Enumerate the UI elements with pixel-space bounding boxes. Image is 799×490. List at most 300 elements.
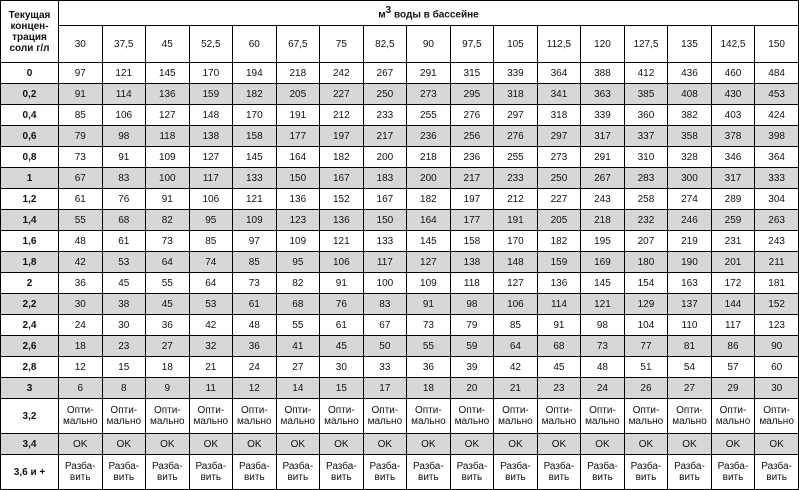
dilute-line2: вить bbox=[69, 472, 91, 483]
salt-amount-cell: 339 bbox=[494, 63, 538, 84]
salt-amount-cell: 341 bbox=[537, 84, 581, 105]
salt-amount-cell: 61 bbox=[233, 294, 277, 315]
optimal-cell bbox=[624, 399, 668, 434]
ok-cell: OK bbox=[320, 434, 364, 455]
volume-header-cell: 150 bbox=[755, 26, 799, 63]
salt-amount-cell: 55 bbox=[146, 273, 190, 294]
optimal-cell bbox=[450, 399, 494, 434]
salt-amount-cell: 109 bbox=[233, 210, 277, 231]
dilute-line1: Разба- bbox=[543, 461, 575, 472]
salt-amount-cell: 255 bbox=[494, 147, 538, 168]
table-row bbox=[1, 63, 799, 84]
salt-amount-cell: 150 bbox=[276, 168, 320, 189]
salt-amount-cell: 18 bbox=[59, 336, 103, 357]
salt-amount-cell: 36 bbox=[59, 273, 103, 294]
salt-amount-cell: 183 bbox=[363, 168, 407, 189]
salt-amount-cell: 57 bbox=[711, 357, 755, 378]
optimal-line1: Опти- bbox=[284, 405, 312, 416]
salt-amount-cell: 30 bbox=[320, 357, 364, 378]
salt-amount-cell: 182 bbox=[407, 189, 451, 210]
salt-amount-cell: 164 bbox=[407, 210, 451, 231]
salt-amount-cell: 12 bbox=[59, 357, 103, 378]
salt-amount-cell: 121 bbox=[102, 63, 146, 84]
salt-amount-cell: 68 bbox=[102, 210, 146, 231]
salt-amount-cell: 21 bbox=[494, 378, 538, 399]
salt-amount-cell: 73 bbox=[146, 231, 190, 252]
table-body bbox=[1, 63, 799, 490]
optimal-line1: Опти- bbox=[110, 405, 138, 416]
salt-amount-cell: 412 bbox=[624, 63, 668, 84]
salt-amount-cell: 201 bbox=[711, 252, 755, 273]
salt-amount-cell: 114 bbox=[537, 294, 581, 315]
salt-amount-cell: 263 bbox=[755, 210, 799, 231]
volume-header-cell: 135 bbox=[668, 26, 712, 63]
salt-amount-cell: 227 bbox=[537, 189, 581, 210]
salt-amount-cell: 64 bbox=[189, 273, 233, 294]
concentration-cell: 1,6 bbox=[1, 231, 59, 252]
salt-amount-cell: 398 bbox=[755, 126, 799, 147]
salt-amount-cell: 18 bbox=[146, 357, 190, 378]
salt-amount-cell: 85 bbox=[189, 231, 233, 252]
table-row bbox=[1, 252, 799, 273]
table-row bbox=[1, 210, 799, 231]
table-row bbox=[1, 231, 799, 252]
optimal-line1: Опти- bbox=[763, 405, 790, 416]
table-row bbox=[1, 315, 799, 336]
salt-amount-cell: 364 bbox=[537, 63, 581, 84]
optimal-cell bbox=[233, 399, 277, 434]
salt-amount-cell: 109 bbox=[146, 147, 190, 168]
optimal-cell bbox=[755, 399, 799, 434]
salt-amount-cell: 109 bbox=[407, 273, 451, 294]
salt-amount-cell: 36 bbox=[146, 315, 190, 336]
salt-amount-cell: 315 bbox=[450, 63, 494, 84]
dilute-line2: вить bbox=[418, 472, 439, 483]
salt-amount-cell: 158 bbox=[450, 231, 494, 252]
dilute-line2: вить bbox=[505, 472, 526, 483]
dilute-cell bbox=[233, 455, 277, 490]
ok-cell: OK bbox=[276, 434, 320, 455]
salt-amount-cell: 29 bbox=[711, 378, 755, 399]
table-row bbox=[1, 84, 799, 105]
salt-amount-cell: 169 bbox=[581, 252, 625, 273]
salt-amount-cell: 106 bbox=[102, 105, 146, 126]
salt-amount-cell: 364 bbox=[755, 147, 799, 168]
salt-amount-cell: 158 bbox=[233, 126, 277, 147]
salt-amount-cell: 85 bbox=[494, 315, 538, 336]
salt-amount-cell: 26 bbox=[624, 378, 668, 399]
dilute-line1: Разба- bbox=[238, 461, 270, 472]
concentration-cell: 0 bbox=[1, 63, 59, 84]
salt-amount-cell: 217 bbox=[450, 168, 494, 189]
concentration-cell: 2,6 bbox=[1, 336, 59, 357]
optimal-line1: Опти- bbox=[66, 405, 94, 416]
concentration-cell: 3,2 bbox=[1, 399, 59, 434]
salt-amount-cell: 382 bbox=[668, 105, 712, 126]
concentration-cell: 0,8 bbox=[1, 147, 59, 168]
salt-amount-cell: 24 bbox=[59, 315, 103, 336]
salt-amount-cell: 182 bbox=[233, 84, 277, 105]
salt-amount-cell: 137 bbox=[668, 294, 712, 315]
optimal-cell bbox=[59, 399, 103, 434]
optimal-line2: мально bbox=[62, 416, 98, 427]
salt-amount-cell: 95 bbox=[276, 252, 320, 273]
salt-amount-cell: 15 bbox=[102, 357, 146, 378]
dilute-line1: Разба- bbox=[717, 461, 749, 472]
salt-amount-cell: 212 bbox=[320, 105, 364, 126]
salt-amount-cell: 39 bbox=[450, 357, 494, 378]
optimal-line2: мально bbox=[585, 416, 620, 427]
salt-amount-cell: 291 bbox=[407, 63, 451, 84]
salt-amount-cell: 61 bbox=[102, 231, 146, 252]
salt-amount-cell: 291 bbox=[581, 147, 625, 168]
concentration-cell: 0,2 bbox=[1, 84, 59, 105]
concentration-cell: 3 bbox=[1, 378, 59, 399]
salt-amount-cell: 333 bbox=[755, 168, 799, 189]
table-row bbox=[1, 378, 799, 399]
volume-header-cell: 30 bbox=[59, 26, 103, 63]
optimal-line2: мально bbox=[454, 416, 490, 427]
salt-amount-cell: 91 bbox=[320, 273, 364, 294]
salt-amount-cell: 453 bbox=[755, 84, 799, 105]
concentration-cell: 0,4 bbox=[1, 105, 59, 126]
salt-amount-cell: 190 bbox=[668, 252, 712, 273]
optimal-line1: Опти- bbox=[240, 405, 268, 416]
salt-amount-cell: 255 bbox=[407, 105, 451, 126]
salt-amount-cell: 82 bbox=[276, 273, 320, 294]
dilute-cell bbox=[755, 455, 799, 490]
dilute-cell bbox=[494, 455, 538, 490]
salt-amount-cell: 18 bbox=[407, 378, 451, 399]
salt-amount-cell: 73 bbox=[233, 273, 277, 294]
salt-amount-cell: 121 bbox=[581, 294, 625, 315]
salt-amount-cell: 304 bbox=[755, 189, 799, 210]
salt-amount-cell: 45 bbox=[537, 357, 581, 378]
optimal-line1: Опти- bbox=[328, 405, 355, 416]
salt-amount-cell: 200 bbox=[363, 147, 407, 168]
table-row bbox=[1, 294, 799, 315]
salt-amount-cell: 85 bbox=[233, 252, 277, 273]
optimal-cell bbox=[711, 399, 755, 434]
salt-amount-cell: 86 bbox=[711, 336, 755, 357]
salt-amount-cell: 48 bbox=[59, 231, 103, 252]
salt-amount-cell: 164 bbox=[276, 147, 320, 168]
ok-cell: OK bbox=[233, 434, 277, 455]
volume-header-cell: 52,5 bbox=[189, 26, 233, 63]
dilute-line2: вить bbox=[548, 472, 570, 483]
optimal-line1: Опти- bbox=[197, 405, 225, 416]
salt-amount-cell: 33 bbox=[363, 357, 407, 378]
table-row bbox=[1, 168, 799, 189]
salt-amount-cell: 42 bbox=[59, 252, 103, 273]
salt-amount-cell: 32 bbox=[189, 336, 233, 357]
dilute-line2: вить bbox=[461, 472, 483, 483]
dilute-line1: Разба- bbox=[282, 461, 314, 472]
volume-header-text: воды в бассейне bbox=[391, 9, 479, 21]
salt-amount-cell: 318 bbox=[537, 105, 581, 126]
salt-amount-cell: 205 bbox=[537, 210, 581, 231]
optimal-cell bbox=[363, 399, 407, 434]
salt-amount-cell: 17 bbox=[363, 378, 407, 399]
salt-amount-cell: 250 bbox=[537, 168, 581, 189]
dilute-cell bbox=[450, 455, 494, 490]
salt-amount-cell: 36 bbox=[233, 336, 277, 357]
salt-amount-cell: 91 bbox=[537, 315, 581, 336]
salt-amount-cell: 55 bbox=[276, 315, 320, 336]
salt-amount-cell: 23 bbox=[102, 336, 146, 357]
salt-amount-cell: 21 bbox=[189, 357, 233, 378]
volume-header-cell: 112,5 bbox=[537, 26, 581, 63]
optimal-cell bbox=[668, 399, 712, 434]
volume-header-cell: 90 bbox=[407, 26, 451, 63]
salt-amount-cell: 79 bbox=[450, 315, 494, 336]
table-row-ok bbox=[1, 434, 799, 455]
volume-header-cell: 105 bbox=[494, 26, 538, 63]
salt-amount-cell: 276 bbox=[494, 126, 538, 147]
optimal-line2: мально bbox=[324, 416, 359, 427]
salt-amount-cell: 300 bbox=[668, 168, 712, 189]
salt-amount-cell: 217 bbox=[363, 126, 407, 147]
dilute-line2: вить bbox=[156, 472, 178, 483]
salt-amount-cell: 85 bbox=[59, 105, 103, 126]
concentration-header-line1: Текущая bbox=[8, 9, 51, 21]
dilute-cell bbox=[363, 455, 407, 490]
salt-amount-cell: 6 bbox=[59, 378, 103, 399]
salt-amount-cell: 218 bbox=[276, 63, 320, 84]
salt-amount-cell: 83 bbox=[363, 294, 407, 315]
optimal-line2: мально bbox=[367, 416, 403, 427]
optimal-line1: Опти- bbox=[632, 405, 660, 416]
concentration-header-line3: трация bbox=[12, 31, 47, 43]
dilute-cell bbox=[102, 455, 146, 490]
dilute-line1: Разба- bbox=[369, 461, 401, 472]
optimal-line1: Опти- bbox=[676, 405, 703, 416]
dilute-cell bbox=[581, 455, 625, 490]
optimal-line2: мально bbox=[106, 416, 142, 427]
salt-amount-cell: 328 bbox=[668, 147, 712, 168]
salt-amount-cell: 289 bbox=[711, 189, 755, 210]
volume-header-cell: 142,5 bbox=[711, 26, 755, 63]
salt-amount-cell: 170 bbox=[189, 63, 233, 84]
salt-amount-cell: 360 bbox=[624, 105, 668, 126]
salt-amount-cell: 83 bbox=[102, 168, 146, 189]
optimal-cell bbox=[537, 399, 581, 434]
salt-amount-cell: 191 bbox=[494, 210, 538, 231]
salt-amount-cell: 170 bbox=[233, 105, 277, 126]
salt-amount-cell: 79 bbox=[59, 126, 103, 147]
salt-amount-cell: 233 bbox=[494, 168, 538, 189]
optimal-line2: мально bbox=[411, 416, 446, 427]
concentration-cell: 1 bbox=[1, 168, 59, 189]
ok-cell: OK bbox=[494, 434, 538, 455]
salt-amount-cell: 167 bbox=[320, 168, 364, 189]
volume-row bbox=[1, 26, 799, 63]
dilute-line1: Разба- bbox=[761, 461, 792, 472]
dilute-cell bbox=[320, 455, 364, 490]
volume-header-cell: 82,5 bbox=[363, 26, 407, 63]
salt-amount-cell: 403 bbox=[711, 105, 755, 126]
salt-amount-cell: 424 bbox=[755, 105, 799, 126]
salt-amount-cell: 8 bbox=[102, 378, 146, 399]
salt-amount-cell: 138 bbox=[450, 252, 494, 273]
salt-amount-cell: 98 bbox=[450, 294, 494, 315]
volume-header-cell: 37,5 bbox=[102, 26, 146, 63]
optimal-cell bbox=[494, 399, 538, 434]
salt-amount-cell: 118 bbox=[450, 273, 494, 294]
salt-amount-cell: 42 bbox=[189, 315, 233, 336]
concentration-cell: 2,4 bbox=[1, 315, 59, 336]
salt-amount-cell: 68 bbox=[276, 294, 320, 315]
salt-amount-cell: 273 bbox=[407, 84, 451, 105]
salt-amount-cell: 297 bbox=[537, 126, 581, 147]
ok-cell: OK bbox=[189, 434, 233, 455]
dilute-line2: вить bbox=[766, 472, 787, 483]
salt-amount-cell: 110 bbox=[668, 315, 712, 336]
salt-amount-cell: 267 bbox=[363, 63, 407, 84]
dilute-line2: вить bbox=[374, 472, 396, 483]
optimal-cell bbox=[102, 399, 146, 434]
ok-cell: OK bbox=[537, 434, 581, 455]
dilute-line1: Разба- bbox=[326, 461, 357, 472]
optimal-line2: мально bbox=[672, 416, 707, 427]
salt-amount-cell: 121 bbox=[233, 189, 277, 210]
salt-amount-cell: 363 bbox=[581, 84, 625, 105]
dilute-line2: вить bbox=[287, 472, 309, 483]
salt-amount-cell: 64 bbox=[146, 252, 190, 273]
optimal-line2: мально bbox=[280, 416, 316, 427]
table-row bbox=[1, 126, 799, 147]
salt-amount-cell: 212 bbox=[494, 189, 538, 210]
dilute-cell bbox=[146, 455, 190, 490]
salt-amount-cell: 117 bbox=[363, 252, 407, 273]
salt-amount-cell: 50 bbox=[363, 336, 407, 357]
salt-amount-cell: 73 bbox=[59, 147, 103, 168]
salt-amount-cell: 30 bbox=[59, 294, 103, 315]
dilute-line1: Разба- bbox=[413, 461, 444, 472]
ok-cell: OK bbox=[59, 434, 103, 455]
salt-amount-cell: 97 bbox=[233, 231, 277, 252]
volume-header-cell: 120 bbox=[581, 26, 625, 63]
salt-amount-cell: 20 bbox=[450, 378, 494, 399]
salt-amount-cell: 236 bbox=[450, 147, 494, 168]
dilute-line2: вить bbox=[243, 472, 265, 483]
salt-amount-cell: 117 bbox=[711, 315, 755, 336]
optimal-line1: Опти- bbox=[502, 405, 529, 416]
salt-amount-cell: 76 bbox=[320, 294, 364, 315]
salt-amount-cell: 118 bbox=[146, 126, 190, 147]
dilute-line2: вить bbox=[113, 472, 135, 483]
salt-amount-cell: 194 bbox=[233, 63, 277, 84]
salt-amount-cell: 145 bbox=[146, 63, 190, 84]
salt-amount-cell: 97 bbox=[59, 63, 103, 84]
dilute-line1: Разба- bbox=[587, 461, 618, 472]
salt-amount-cell: 114 bbox=[102, 84, 146, 105]
ok-cell: OK bbox=[363, 434, 407, 455]
dilute-line1: Разба- bbox=[64, 461, 96, 472]
concentration-cell: 1,2 bbox=[1, 189, 59, 210]
salt-amount-cell: 337 bbox=[624, 126, 668, 147]
salt-amount-cell: 12 bbox=[233, 378, 277, 399]
salt-amount-cell: 64 bbox=[494, 336, 538, 357]
salt-amount-cell: 91 bbox=[102, 147, 146, 168]
salt-amount-cell: 227 bbox=[320, 84, 364, 105]
dilute-cell bbox=[276, 455, 320, 490]
salt-amount-cell: 259 bbox=[711, 210, 755, 231]
optimal-line2: мально bbox=[628, 416, 664, 427]
salt-amount-cell: 148 bbox=[494, 252, 538, 273]
salt-amount-cell: 136 bbox=[146, 84, 190, 105]
salt-amount-cell: 358 bbox=[668, 126, 712, 147]
dilute-cell bbox=[668, 455, 712, 490]
salt-amount-cell: 317 bbox=[581, 126, 625, 147]
salt-amount-cell: 67 bbox=[363, 315, 407, 336]
concentration-cell: 1,4 bbox=[1, 210, 59, 231]
salt-amount-cell: 378 bbox=[711, 126, 755, 147]
optimal-line2: мально bbox=[541, 416, 577, 427]
salt-amount-cell: 159 bbox=[537, 252, 581, 273]
salt-amount-cell: 106 bbox=[189, 189, 233, 210]
ok-cell: OK bbox=[755, 434, 799, 455]
salt-amount-cell: 195 bbox=[581, 231, 625, 252]
salt-amount-cell: 218 bbox=[407, 147, 451, 168]
salt-amount-cell: 243 bbox=[755, 231, 799, 252]
table-row-dilute bbox=[1, 455, 799, 490]
salt-amount-cell: 205 bbox=[276, 84, 320, 105]
salt-amount-cell: 48 bbox=[581, 357, 625, 378]
salt-amount-cell: 297 bbox=[494, 105, 538, 126]
table-row bbox=[1, 357, 799, 378]
salt-amount-cell: 9 bbox=[146, 378, 190, 399]
salt-amount-cell: 197 bbox=[450, 189, 494, 210]
dilute-cell bbox=[189, 455, 233, 490]
salt-amount-cell: 232 bbox=[624, 210, 668, 231]
salt-amount-cell: 41 bbox=[276, 336, 320, 357]
salt-amount-cell: 180 bbox=[624, 252, 668, 273]
concentration-cell: 2,8 bbox=[1, 357, 59, 378]
salt-amount-cell: 170 bbox=[494, 231, 538, 252]
salt-amount-cell: 82 bbox=[146, 210, 190, 231]
optimal-line1: Опти- bbox=[415, 405, 442, 416]
salt-amount-cell: 436 bbox=[668, 63, 712, 84]
salt-amount-cell: 123 bbox=[276, 210, 320, 231]
salt-amount-cell: 76 bbox=[102, 189, 146, 210]
table-row bbox=[1, 147, 799, 168]
salt-amount-cell: 177 bbox=[450, 210, 494, 231]
salt-amount-cell: 484 bbox=[755, 63, 799, 84]
optimal-line2: мально bbox=[237, 416, 272, 427]
salt-amount-cell: 48 bbox=[233, 315, 277, 336]
salt-amount-cell: 138 bbox=[189, 126, 233, 147]
salt-amount-cell: 163 bbox=[668, 273, 712, 294]
optimal-line2: мально bbox=[715, 416, 751, 427]
optimal-cell bbox=[407, 399, 451, 434]
salt-amount-cell: 136 bbox=[276, 189, 320, 210]
salt-amount-cell: 104 bbox=[624, 315, 668, 336]
salt-amount-cell: 385 bbox=[624, 84, 668, 105]
concentration-header-line2: концен- bbox=[10, 20, 49, 32]
salt-amount-cell: 295 bbox=[450, 84, 494, 105]
salt-amount-cell: 152 bbox=[320, 189, 364, 210]
salt-amount-cell: 74 bbox=[189, 252, 233, 273]
optimal-line1: Опти- bbox=[589, 405, 616, 416]
salt-amount-cell: 30 bbox=[102, 315, 146, 336]
ok-cell: OK bbox=[711, 434, 755, 455]
salt-amount-cell: 317 bbox=[711, 168, 755, 189]
optimal-cell bbox=[276, 399, 320, 434]
salt-amount-cell: 236 bbox=[407, 126, 451, 147]
salt-amount-cell: 152 bbox=[755, 294, 799, 315]
salt-amount-cell: 150 bbox=[363, 210, 407, 231]
